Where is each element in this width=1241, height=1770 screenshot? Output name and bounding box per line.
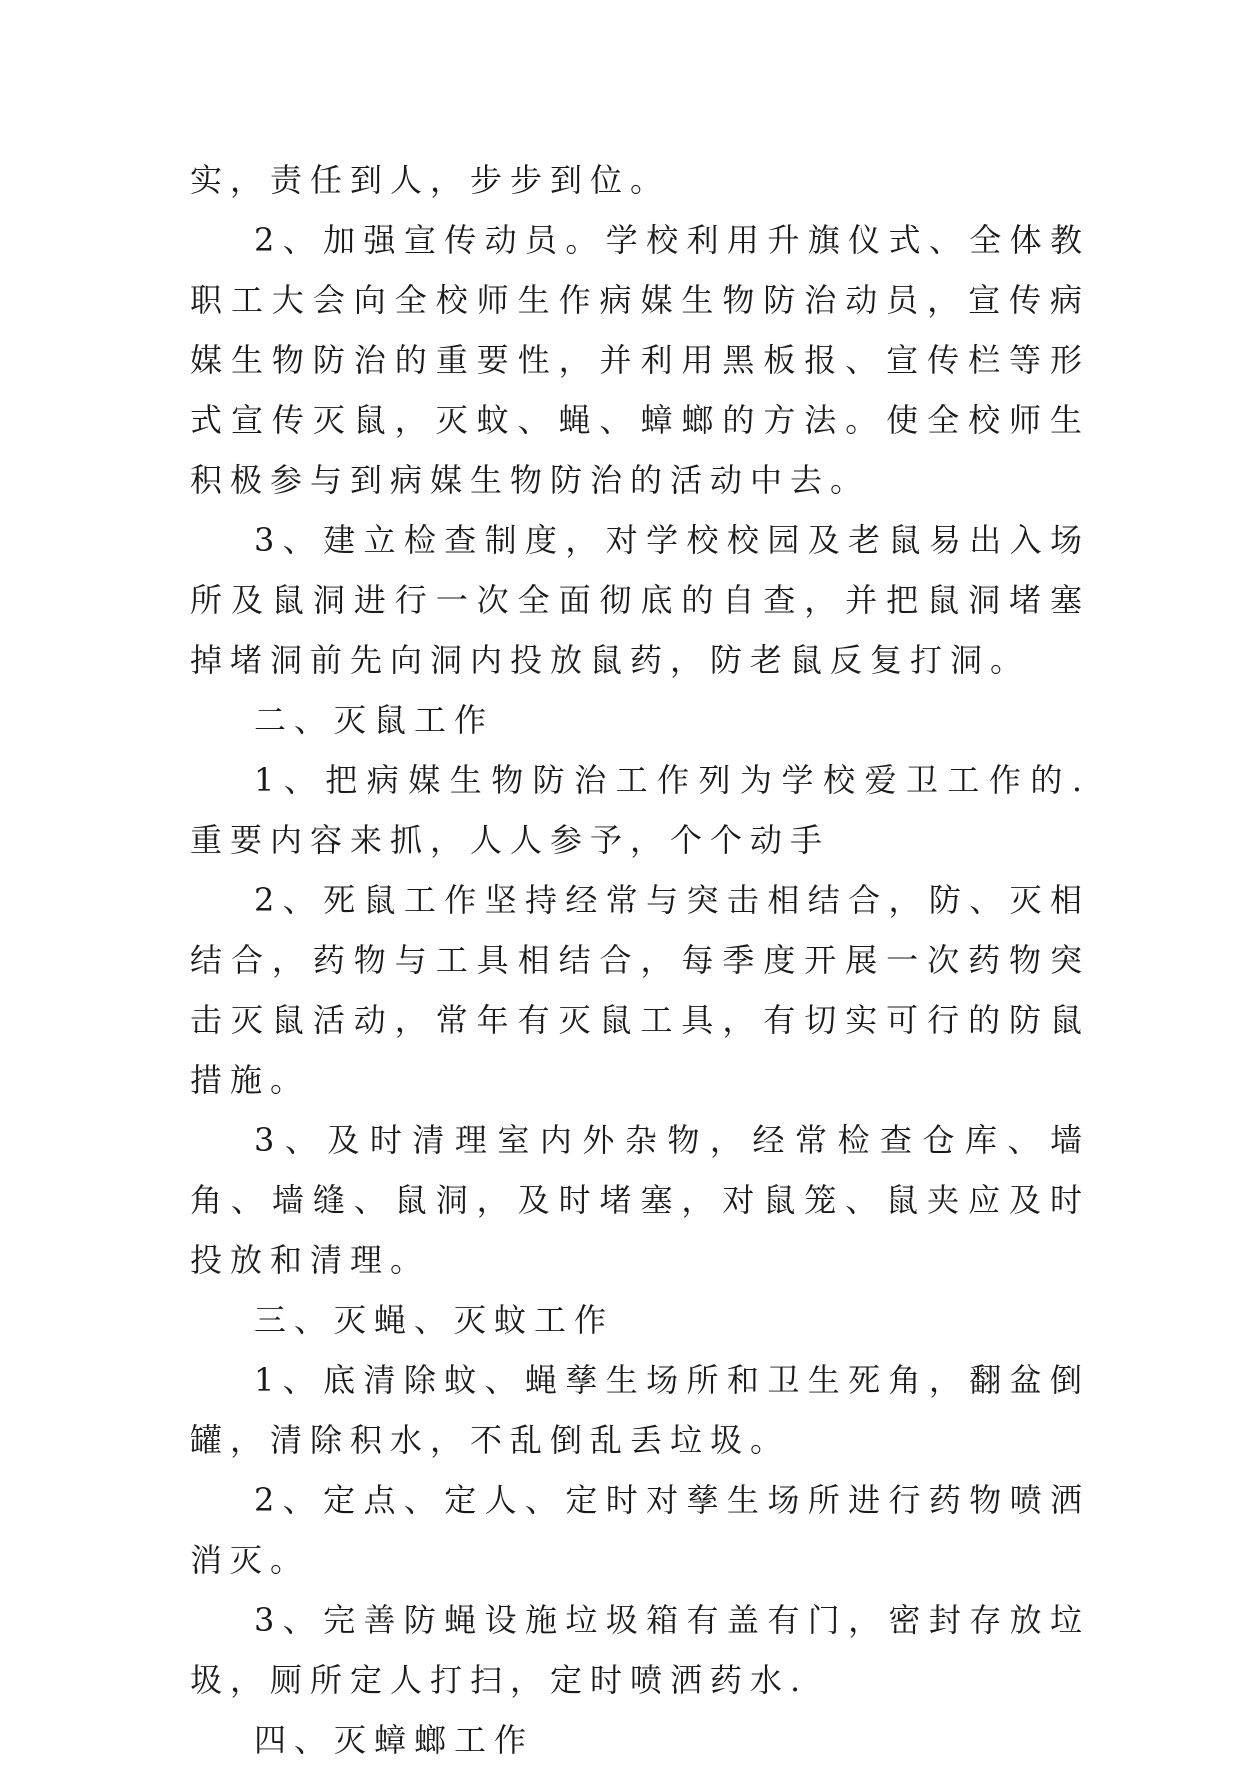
paragraph-rodent-1: 1、把病媒生物防治工作列为学校爱卫工作的.重要内容来抓，人人参予，个个动手 (190, 761, 1090, 859)
paragraph-continuation: 实，责任到人，步步到位。 (190, 161, 671, 199)
section-heading-fly-mosquito: 三、灭蝇、灭蚊工作 (254, 1301, 615, 1339)
paragraph-fly-1: 1、底清除蚊、蝇孳生场所和卫生死角，翻盆倒罐，清除积水，不乱倒乱丢垃圾。 (190, 1361, 1090, 1459)
paragraph-rodent-3: 3、及时清理室内外杂物，经常检查仓库、墙角、墙缝、鼠洞，及时堵塞，对鼠笼、鼠夹应及时投放和清理。 (190, 1121, 1090, 1279)
section-heading-cockroach: 四、灭蟑螂工作 (254, 1721, 535, 1759)
paragraph-fly-2: 2、定点、定人、定时对孳生场所进行药物喷洒消灭。 (190, 1481, 1090, 1579)
paragraph-publicity: 2、加强宣传动员。学校利用升旗仪式、全体教职工大会向全校师生作病媒生物防治动员，宣传病媒生物防治的重要性，并利用黑板报、宣传栏等形式宣传灭鼠，灭蚊、蝇、蟑螂的方法。使全校师生积极参与到病媒生物防治的活动中去。 (190, 221, 1090, 499)
document-body (190, 150, 1090, 1770)
paragraph-inspection: 3、建立检查制度，对学校校园及老鼠易出入场所及鼠洞进行一次全面彻底的自查，并把鼠洞堵塞掉堵洞前先向洞内投放鼠药，防老鼠反复打洞。 (190, 521, 1090, 679)
paragraph-fly-3: 3、完善防蝇设施垃圾箱有盖有门，密封存放垃圾，厕所定人打扫，定时喷洒药水. (190, 1601, 1090, 1699)
paragraph-rodent-2: 2、死鼠工作坚持经常与突击相结合，防、灭相结合，药物与工具相结合，每季度开展一次药物突击灭鼠活动，常年有灭鼠工具，有切实可行的防鼠措施。 (190, 881, 1090, 1099)
section-heading-rodent-control: 二、灭鼠工作 (254, 701, 495, 739)
